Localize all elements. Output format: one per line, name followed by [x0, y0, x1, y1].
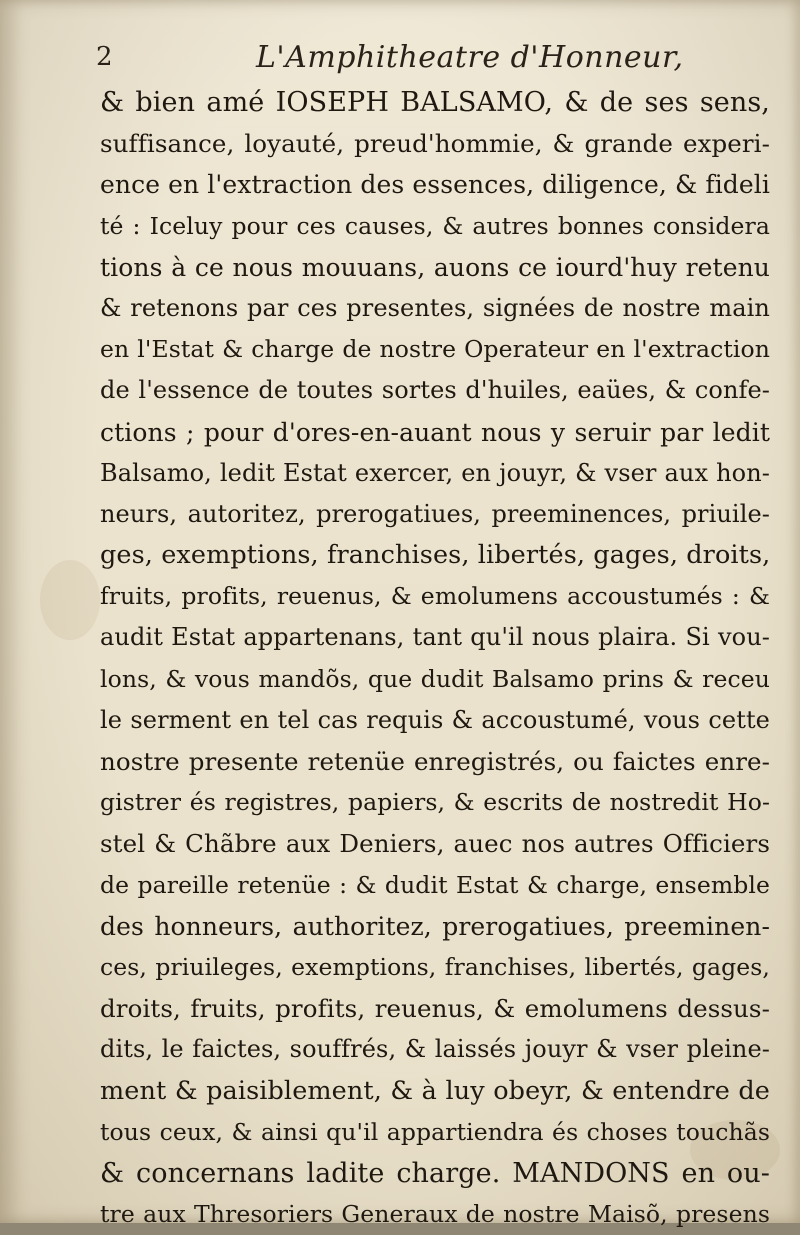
text-line: & retenons par ces presentes, signées de nostre main — [100, 293, 770, 322]
text-line: ces, priuileges, exemptions, franchises, libertés, gages, — [100, 952, 770, 981]
text-line: & bien amé IOSEPH BALSAMO, & de ses sens, — [100, 87, 770, 118]
text-line: ence en l'extraction des essences, diligence, & fideli — [100, 170, 770, 200]
text-line: droits, fruits, profits, reuenus, & emolumens dessus- — [100, 994, 770, 1024]
text-line: le serment en tel cas requis & accoustumé, vous cette — [100, 705, 770, 734]
running-head: L'Amphitheatre d'Honneur, — [256, 40, 684, 75]
text-line: neurs, autoritez, prerogatiues, preeminences, priuile- — [100, 499, 770, 528]
text-line: suffisance, loyauté, preud'hommie, & grande experi- — [100, 129, 770, 159]
text-line: de l'essence de toutes sortes d'huiles, eaües, & confe- — [100, 376, 770, 405]
body-text — [100, 82, 770, 1235]
text-line: des honneurs, authoritez, prerogatiues, preeminen- — [100, 911, 770, 941]
page-header — [0, 40, 800, 84]
text-line: de pareille retenüe : & dudit Estat & charge, ensemble — [100, 870, 770, 899]
text-line: ment & paisiblement, & à luy obeyr, & entendre de — [100, 1075, 770, 1106]
text-line: dits, le faictes, souffrés, & laissés jouyr & vser pleine- — [100, 1035, 770, 1064]
text-line: té : Iceluy pour ces causes, & autres bonnes considera — [100, 211, 770, 240]
page-number: 2 — [96, 42, 113, 72]
text-line: stel & Chãbre aux Deniers, auec nos autres Officiers — [100, 829, 770, 859]
text-line: Balsamo, ledit Estat exercer, en jouyr, & vser aux hon- — [100, 458, 770, 487]
text-line: audit Estat appartenans, tant qu'il nous plaira. Si vou- — [100, 623, 770, 652]
text-line: tions à ce nous mouuans, auons ce iourd'huy retenu — [100, 252, 770, 282]
text-line: ctions ; pour d'ores-en-auant nous y seruir par ledit — [100, 417, 770, 447]
text-line: & concernans ladite charge. MANDONS en ou- — [100, 1157, 770, 1189]
text-line: en l'Estat & charge de nostre Operateur en l'extraction — [100, 335, 770, 364]
text-line: ges, exemptions, franchises, libertés, gages, droits, — [100, 540, 771, 571]
text-line: lons, & vous mandõs, que dudit Balsamo prins & receu — [100, 664, 770, 693]
text-line: nostre presente retenüe enregistrés, ou faictes enre- — [100, 747, 770, 776]
text-line: gistrer és registres, papiers, & escrits de nostredit Ho- — [100, 788, 770, 817]
text-line: tre aux Thresoriers Generaux de nostre Maisõ, presens — [100, 1200, 770, 1229]
text-line: fruits, profits, reuenus, & emolumens accoustumés : & — [100, 582, 770, 611]
paper-stain — [40, 560, 100, 640]
text-line: tous ceux, & ainsi qu'il appartiendra és choses touchãs — [100, 1117, 770, 1146]
